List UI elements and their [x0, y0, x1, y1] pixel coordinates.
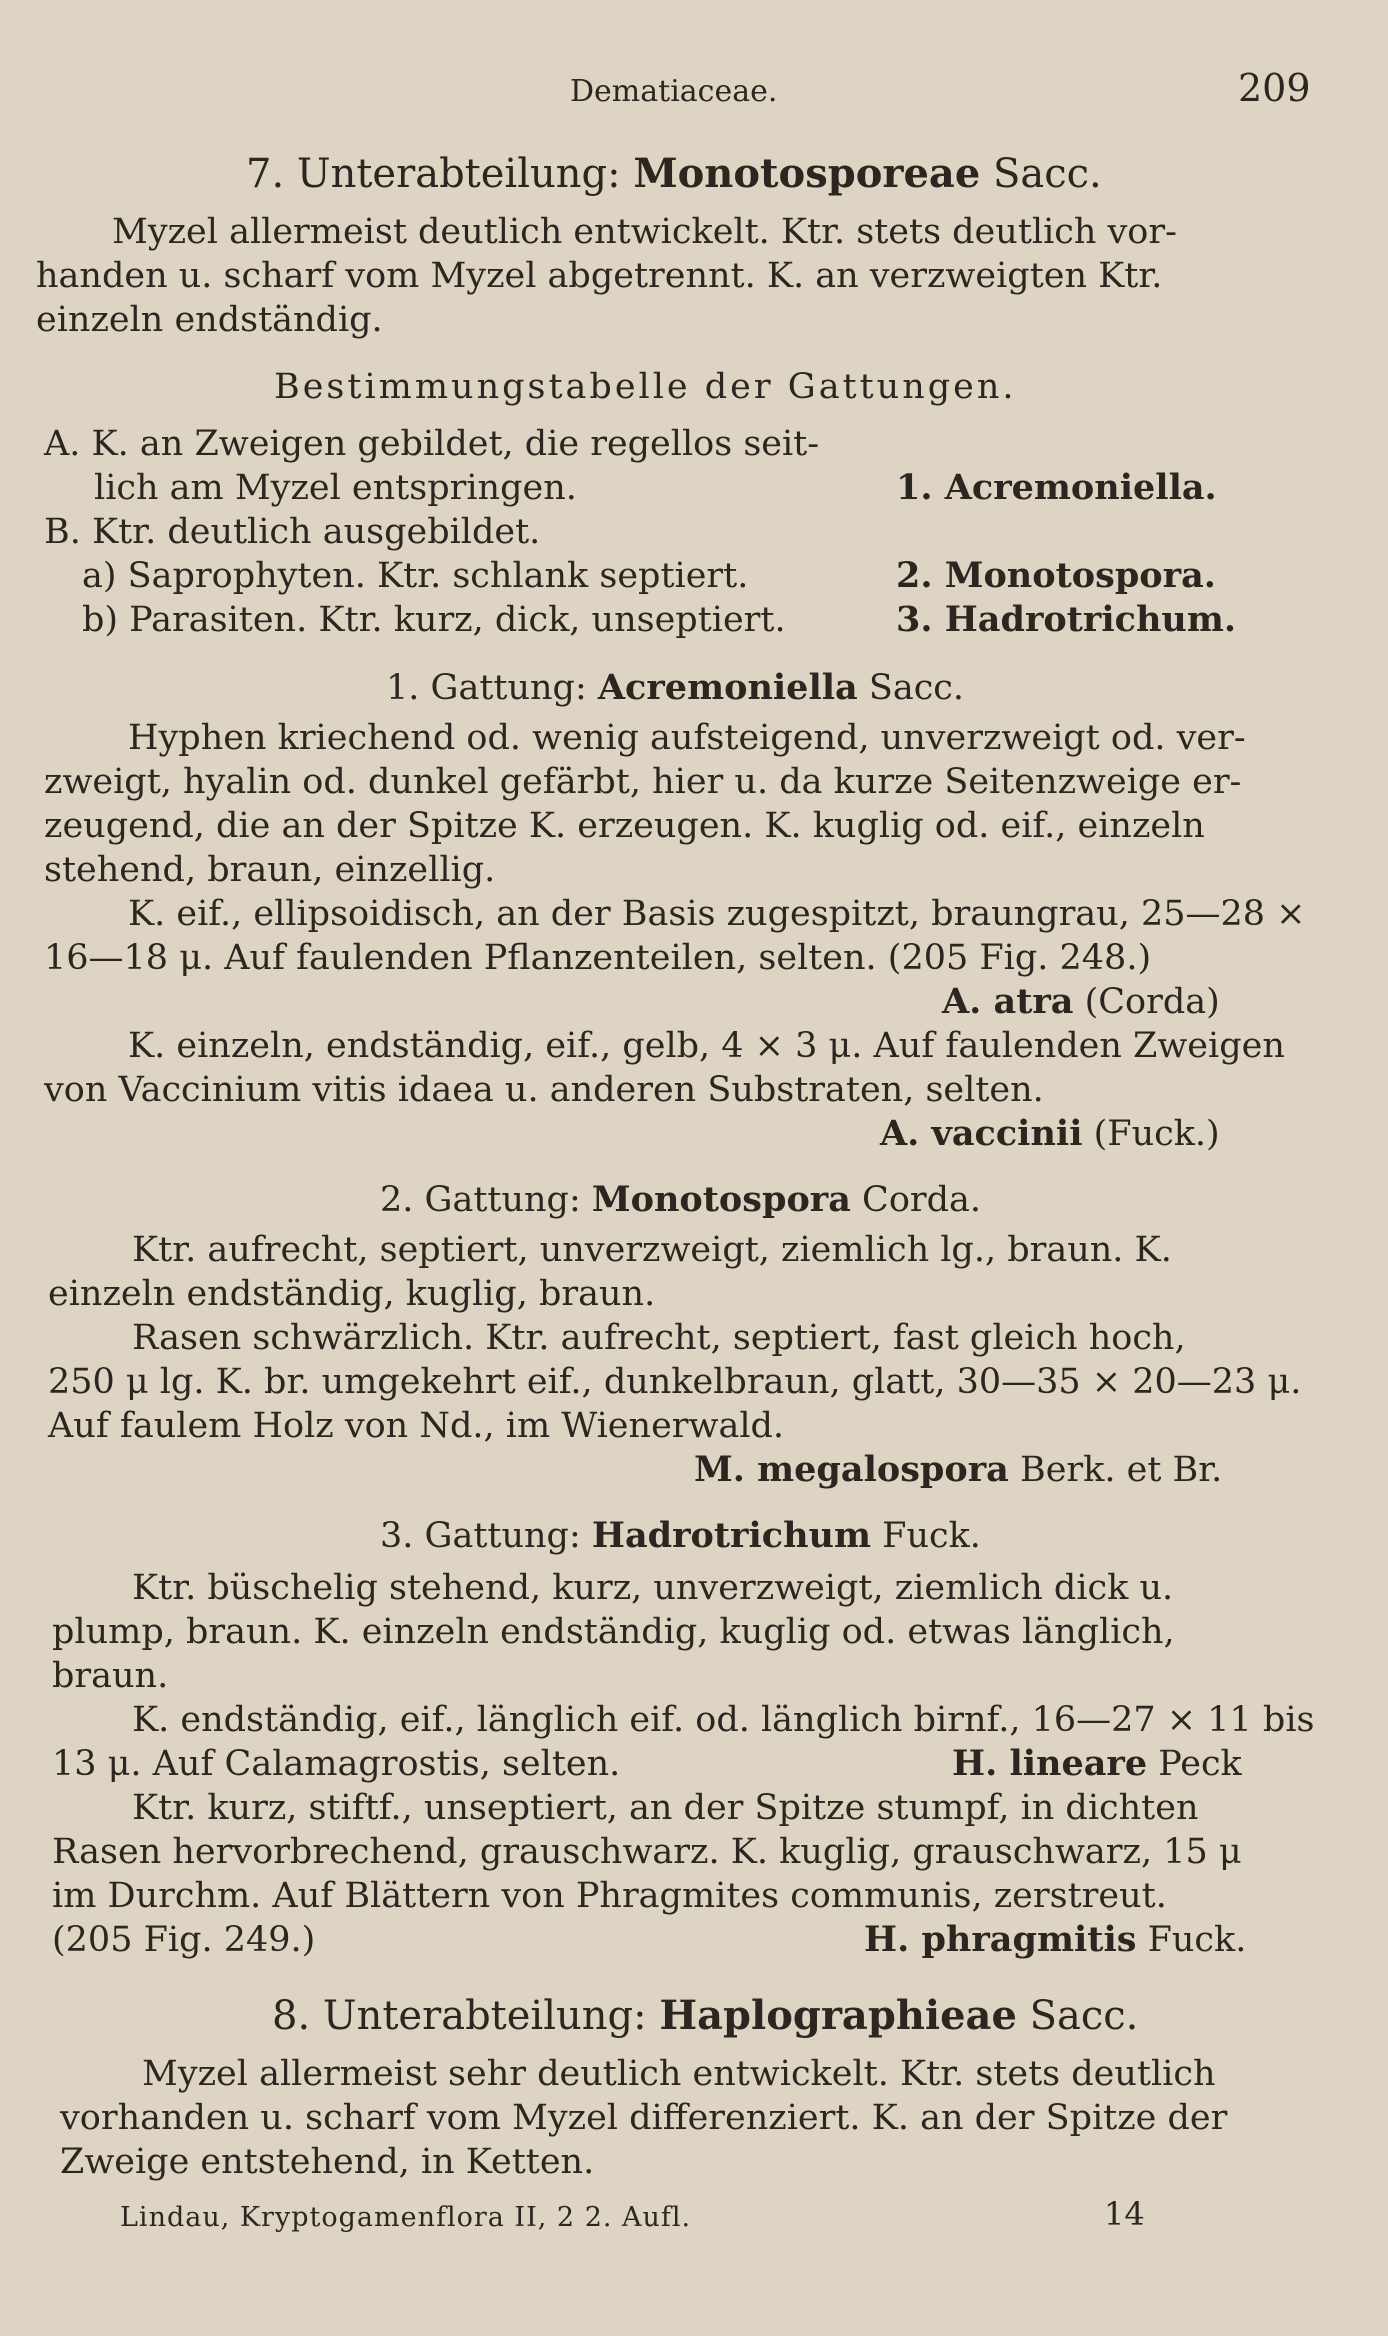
species-authority: Berk. et Br.: [1008, 1450, 1223, 1490]
genus-1-author: Sacc.: [857, 668, 965, 708]
species-text-line: 250 μ lg. K. br. umgekehrt eif., dunkelbraun, glatt, 30—35 × 20—23 μ.: [48, 1362, 1302, 1402]
genus-2-heading-prefix: 2. Gattung:: [380, 1180, 592, 1220]
species-text-line: von Vaccinium vitis idaea u. anderen Substraten, selten.: [44, 1070, 1044, 1110]
species-text-line: im Durchm. Auf Blättern von Phragmites communis, zerstreut.: [52, 1876, 1167, 1916]
species-authority: (Fuck.): [1082, 1114, 1220, 1154]
key-result-acremoniella: 1. Acremoniella.: [896, 467, 1217, 508]
species-authority: Fuck.: [1136, 1920, 1247, 1960]
section-7-name: Monotosporeae: [633, 150, 981, 197]
section-7-desc-line: Myzel allermeist deutlich entwickelt. Ktr. stets deutlich vor-: [112, 212, 1177, 252]
key-entry-b: B. Ktr. deutlich ausgebildet.: [44, 512, 541, 552]
key-entry-b-a: a) Saprophyten. Ktr. schlank septiert.: [82, 556, 749, 596]
key-result-hadrotrichum: 3. Hadrotrichum.: [896, 599, 1237, 640]
genus-2-desc-line: Ktr. aufrecht, septiert, unverzweigt, ziemlich lg., braun. K.: [132, 1230, 1172, 1270]
genus-3-heading-prefix: 3. Gattung:: [380, 1516, 592, 1556]
genus-2-author: Corda.: [850, 1180, 982, 1220]
species-name-megalospora: [694, 1448, 1222, 1492]
section-7-heading: [246, 152, 1102, 196]
section-7-desc-line: handen u. scharf vom Myzel abgetrennt. K. an verzweigten Ktr.: [36, 256, 1163, 296]
genus-1-name: Acremoniella: [597, 667, 858, 708]
species-binomial: H. phragmitis: [864, 1919, 1137, 1960]
section-8-desc-line: Myzel allermeist sehr deutlich entwickelt. Ktr. stets deutlich: [142, 2054, 1216, 2094]
genus-1-heading-prefix: 1. Gattung:: [386, 668, 598, 708]
genus-2-heading: [380, 1178, 981, 1222]
species-name-atra: [942, 980, 1220, 1024]
genus-3-desc-line: braun.: [52, 1656, 169, 1696]
species-name-lineare: [952, 1742, 1242, 1786]
section-8-author: Sacc.: [1016, 1993, 1139, 2039]
species-authority: (Corda): [1073, 982, 1220, 1022]
species-text-line: 16—18 μ. Auf faulenden Pflanzenteilen, selten. (205 Fig. 248.): [44, 938, 1152, 978]
genus-1-heading: [386, 666, 964, 710]
section-8-desc-line: vorhanden u. scharf vom Myzel differenziert. K. an der Spitze der: [60, 2098, 1228, 2138]
key-title: Bestimmungstabelle der Gattungen.: [274, 367, 1017, 407]
species-binomial: A. vaccinii: [880, 1113, 1083, 1154]
species-name-vaccinii: [880, 1112, 1220, 1156]
species-text-line: K. endständig, eif., länglich eif. od. länglich birnf., 16—27 × 11 bis: [132, 1700, 1315, 1740]
key-entry-a-cont: lich am Myzel entspringen.: [94, 468, 577, 508]
section-8-desc-line: Zweige entstehend, in Ketten.: [60, 2142, 595, 2182]
species-binomial: H. lineare: [952, 1743, 1148, 1784]
genus-3-heading: [380, 1514, 981, 1558]
genus-1-desc-line: stehend, braun, einzellig.: [44, 850, 496, 890]
species-authority: Peck: [1147, 1744, 1242, 1784]
species-binomial: A. atra: [942, 981, 1074, 1022]
species-text-line: 13 μ. Auf Calamagrostis, selten.: [52, 1744, 621, 1784]
genus-1-desc-line: Hyphen kriechend od. wenig aufsteigend, unverzweigt od. ver-: [128, 718, 1246, 758]
species-text-line: K. eif., ellipsoidisch, an der Basis zugespitzt, braungrau, 25—28 ×: [128, 894, 1306, 934]
section-7-author: Sacc.: [980, 151, 1102, 197]
species-text-line: (205 Fig. 249.): [52, 1920, 316, 1960]
section-7-heading-prefix: 7. Unterabteilung:: [246, 151, 634, 197]
key-entry-b-b: b) Parasiten. Ktr. kurz, dick, unseptiert.: [82, 600, 786, 640]
page-number: 209: [1238, 66, 1311, 110]
key-entry-a: A. K. an Zweigen gebildet, die regellos seit-: [44, 424, 820, 464]
genus-2-desc-line: einzeln endständig, kuglig, braun.: [48, 1274, 656, 1314]
species-text-line: Ktr. kurz, stiftf., unseptiert, an der Spitze stumpf, in dichten: [132, 1788, 1199, 1828]
species-binomial: M. megalospora: [694, 1449, 1009, 1490]
genus-1-desc-line: zeugend, die an der Spitze K. erzeugen. K. kuglig od. eif., einzeln: [44, 806, 1205, 846]
running-title: Dematiaceae.: [570, 74, 778, 109]
genus-2-name: Monotospora: [591, 1179, 851, 1220]
genus-3-name: Hadrotrichum: [591, 1515, 872, 1556]
species-text-line: Rasen schwärzlich. Ktr. aufrecht, septiert, fast gleich hoch,: [132, 1318, 1186, 1358]
section-7-desc-line: einzeln endständig.: [36, 300, 383, 340]
key-result-monotospora: 2. Monotospora.: [896, 555, 1216, 596]
section-8-name: Haplographieae: [659, 1992, 1017, 2039]
species-text-line: K. einzeln, endständig, eif., gelb, 4 × 3 μ. Auf faulenden Zweigen: [128, 1026, 1285, 1066]
section-8-heading: [272, 1994, 1138, 2038]
species-name-phragmitis: [864, 1918, 1246, 1962]
printer-signature: Lindau, Kryptogamenflora II, 2 2. Aufl.: [120, 2202, 692, 2233]
section-8-heading-prefix: 8. Unterabteilung:: [272, 1993, 660, 2039]
genus-3-desc-line: plump, braun. K. einzeln endständig, kuglig od. etwas länglich,: [52, 1612, 1175, 1652]
species-text-line: Auf faulem Holz von Nd., im Wienerwald.: [48, 1406, 785, 1446]
genus-1-desc-line: zweigt, hyalin od. dunkel gefärbt, hier u. da kurze Seitenzweige er-: [44, 762, 1242, 802]
sheet-number: 14: [1104, 2195, 1145, 2233]
genus-3-desc-line: Ktr. büschelig stehend, kurz, unverzweigt, ziemlich dick u.: [132, 1568, 1174, 1608]
genus-3-author: Fuck.: [871, 1516, 981, 1556]
species-text-line: Rasen hervorbrechend, grauschwarz. K. kuglig, grauschwarz, 15 μ: [52, 1832, 1242, 1872]
